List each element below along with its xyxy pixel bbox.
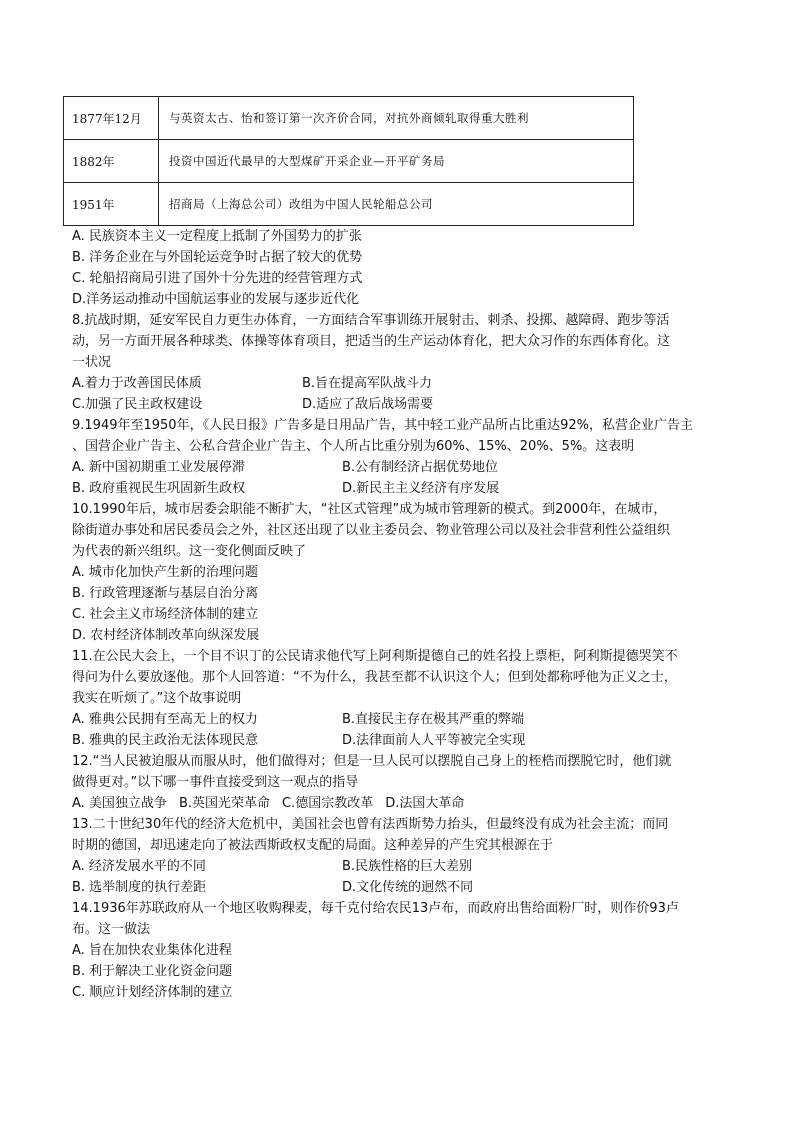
q11-option-a: A. 雅典公民拥有至高无上的权力 (72, 712, 258, 727)
q13-stem: 13.二十世纪30年代的经济大危机中，美国社会也曾有法西斯势力抬头，但最终没有成为社会主流；而同 (72, 817, 669, 832)
table-row (64, 140, 634, 183)
q10-stem: 为代表的新兴组织。这一变化侧面反映了 (72, 544, 307, 559)
q8-option-b: B.旨在提高军队战斗力 (302, 376, 433, 391)
q8-stem: 8.抗战时期，延安军民自力更生办体育，一方面结合军事训练开展射击、刺杀、投掷、越障碍、跑步等活 (72, 313, 670, 328)
q14-option-c: C. 顺应计划经济体制的建立 (72, 985, 233, 1000)
q13-stem: 时期的德国，却迅速走向了被法西斯政权支配的局面。这种差异的产生究其根源在于 (72, 838, 554, 853)
q12-option-d: D.法国大革命 (385, 796, 465, 811)
q10-stem: 10.1990年后，城市居委会职能不断扩大，“社区式管理”成为城市管理新的模式。到2000年，在城市， (72, 502, 667, 517)
q13-option-d: D.文化传统的迥然不同 (342, 880, 474, 895)
q7-option-d: D.洋务运动推动中国航运事业的发展与逐步近代化 (72, 292, 360, 307)
q11-option-d: D.法律面前人人平等被完全实现 (342, 733, 526, 748)
q9-options-row (72, 478, 732, 499)
q9-option-c: B. 政府重视民生巩固新生政权 (72, 481, 246, 496)
q12-option-c: C.德国宗教改革 (282, 796, 374, 811)
q11-stem: 我实在听烦了。”这个故事说明 (72, 691, 242, 706)
q11-stem: 得问为什么要放逐他。那个人回答道：“不为什么，我甚至都不认识这个人；但到处都称呼他为正义之士， (72, 670, 677, 685)
q11-options-row (72, 730, 732, 751)
q11-stem: 11.在公民大会上，一个目不识丁的公民请求他代写上阿利斯提德自己的姓名投上票柜，阿利斯提德哭笑不 (72, 649, 678, 664)
q10-stem: 除街道办事处和居民委员会之外，社区还出现了以业主委员会、物业管理公司以及社会非营利性公益组织 (72, 523, 671, 538)
q12-option-b: B.英国光荣革命 (178, 796, 270, 811)
q11-options-row (72, 709, 732, 730)
q10-option-b: B. 行政管理逐渐与基层自治分离 (72, 586, 259, 601)
q8-option-a: A.着力于改善国民体质 (72, 376, 202, 391)
q11-option-b: B.直接民主存在极其严重的弊端 (342, 712, 525, 727)
q8-stem: 一状况 (72, 355, 112, 370)
q7-option-c: C. 轮船招商局引进了国外十分先进的经营管理方式 (72, 271, 363, 286)
q13-options-row (72, 856, 732, 877)
q12-stem: 12.“当人民被迫服从而服从时，他们做得对；但是一旦人民可以摆脱自己身上的桎梏而摆脱它时，他们就 (72, 754, 672, 769)
q13-options-row (72, 877, 732, 898)
q12-stem: 做得更对。”以下哪一事件直接受到这一观点的指导 (72, 775, 359, 790)
q13-option-b: B.民族性格的巨大差别 (342, 859, 473, 874)
q8-options-row (72, 373, 732, 394)
q13-option-a: A. 经济发展水平的不同 (72, 859, 206, 874)
table-row (64, 97, 634, 140)
q7-option-a: A. 民族资本主义一定程度上抵制了外国势力的扩张 (72, 229, 362, 244)
year-cell: 1877年12月 (64, 97, 159, 140)
q8-options-row (72, 394, 732, 415)
q9-stem: 9.1949年至1950年，《人民日报》广告多是日用品广告，其中轻工业产品所占比重达92%，私营企业广告主 (72, 418, 693, 433)
q14-option-b: B. 利于解决工业化资金问题 (72, 964, 233, 979)
q9-option-d: D.新民主主义经济有序发展 (342, 481, 500, 496)
year-cell: 1882年 (64, 140, 159, 183)
q10-option-c: C. 社会主义市场经济体制的建立 (72, 607, 259, 622)
q10-option-a: A. 城市化加快产生新的治理问题 (72, 565, 258, 580)
q7-option-b: B. 洋务企业在与外国轮运竞争时占据了较大的优势 (72, 250, 363, 265)
question-body (72, 226, 732, 1003)
q9-option-a: A. 新中国初期重工业发展停滞 (72, 460, 245, 475)
q8-option-c: C.加强了民主政权建设 (72, 397, 203, 412)
table-row (64, 183, 634, 226)
q14-option-a: A. 旨在加快农业集体化进程 (72, 943, 232, 958)
year-cell: 1951年 (64, 183, 159, 226)
q11-option-c: B. 雅典的民主政治无法体现民意 (72, 733, 259, 748)
event-cell: 投资中国近代最早的大型煤矿开采企业—开平矿务局 (159, 140, 634, 183)
q13-option-c: B. 选举制度的执行差距 (72, 880, 207, 895)
timeline-table (63, 96, 634, 226)
q9-options-row (72, 457, 732, 478)
q8-option-d: D.适应了敌后战场需要 (302, 397, 434, 412)
q10-option-d: D. 农村经济体制改革向纵深发展 (72, 628, 260, 643)
q14-stem: 布。这一做法 (72, 922, 151, 937)
q9-stem: 、国营企业广告主、公私合营企业广告主、个人所占比重分别为60%、15%、20%、5%。这表明 (72, 439, 635, 454)
q14-stem: 14.1936年苏联政府从一个地区收购稞麦，每千克付给农民13卢布，而政府出售给面粉厂时，则作价93卢 (72, 901, 679, 916)
q12-options-row (72, 793, 732, 814)
q12-option-a: A. 美国独立战争 (72, 796, 167, 811)
q8-stem: 动，另一方面开展各种球类、体操等体育项目，把适当的生产运动体育化，把大众习作的东西体育化。这 (72, 334, 671, 349)
q9-option-b: B.公有制经济占据优势地位 (342, 460, 499, 475)
event-cell: 与英资太古、怡和签订第一次齐价合同，对抗外商倾轧取得重大胜利 (159, 97, 634, 140)
event-cell: 招商局（上海总公司）改组为中国人民轮船总公司 (159, 183, 634, 226)
